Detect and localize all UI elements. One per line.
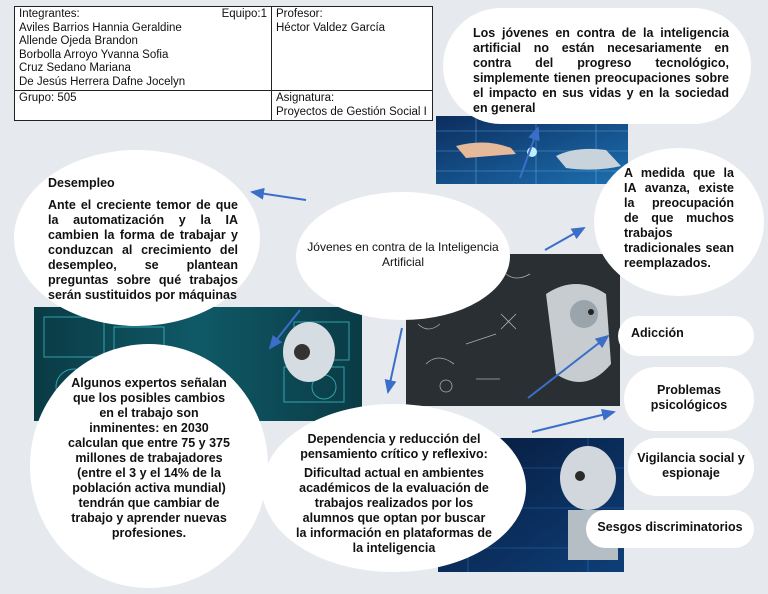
members-label: Integrantes: [19,8,80,20]
arrow-to-problemas [532,412,614,432]
members-list: Aviles Barrios Hannia Geraldine Allende Ojeda Brandon Borbolla Arroyo Yvanna Sofia Cruz Sedano Mariana De Jesús Herrera Dafne Jocelyn [19,21,186,88]
subject-label: Asignatura: [276,92,335,104]
center-topic-text: Jóvenes en contra de la Inteligencia Artificial [307,240,499,269]
arrow-to-desempleo [252,192,306,200]
empleos-text: A medida que la IA avanza, existe la preocupación de que muchos trabajos tradicionales sean reemplazados. [624,166,734,270]
arrow-to-expertos [270,310,300,348]
intro-text: Los jóvenes en contra de la inteligencia artificial no están necesariamente en contra del progreso tecnológico, simplemente tienen preocupaciones sobre el impacto en sus vidas y en la sociedad en general [473,26,729,115]
desempleo-title: Desempleo [48,176,115,190]
desempleo-text: Ante el creciente temor de que la automatización y la IA cambien la forma de trabajar y conduzcan al crecimiento del desempleo, se plantean preguntas sobre qué trabajos serán sustituidos por máquinas [48,198,238,302]
dependencia-text: Dificultad actual en ambientes académicos de la evaluación de trabajos realizados por los alumnos que optan por buscar la información en plataformas de la inteligencia [296,466,492,555]
group-cell: Grupo: 505 [15,91,272,121]
team-number: Equipo:1 [221,8,267,20]
arrow-to-empleos [545,228,584,250]
arrow-to-adiccion [528,336,608,398]
expertos-text: Algunos expertos señalan que los posibles cambios en el trabajo son inminentes: en 2030 calculan que entre 75 y 375 millones de trabajadores (entre el 3 y el 14% de la población activa mundial) tendrán que cambiar de trabajo y aprender nuevas profesiones. [68,376,230,540]
teacher-label: Profesor: [276,8,323,20]
teacher-name: Héctor Valdez García [276,21,386,34]
problemas-text: Problemas psicológicos [650,383,728,412]
sesgos-text: Sesgos discriminatorios [597,520,743,534]
arrow-to-dependencia [388,328,402,392]
subject-name: Proyectos de Gestión Social I [276,105,427,118]
adiccion-text: Adicción [631,326,684,340]
dependencia-title: Dependencia y reducción del pensamiento crítico y reflexivo: [300,432,488,461]
vigilancia-text: Vigilancia social y espionaje [637,451,745,480]
arrow-to-intro [520,128,538,178]
